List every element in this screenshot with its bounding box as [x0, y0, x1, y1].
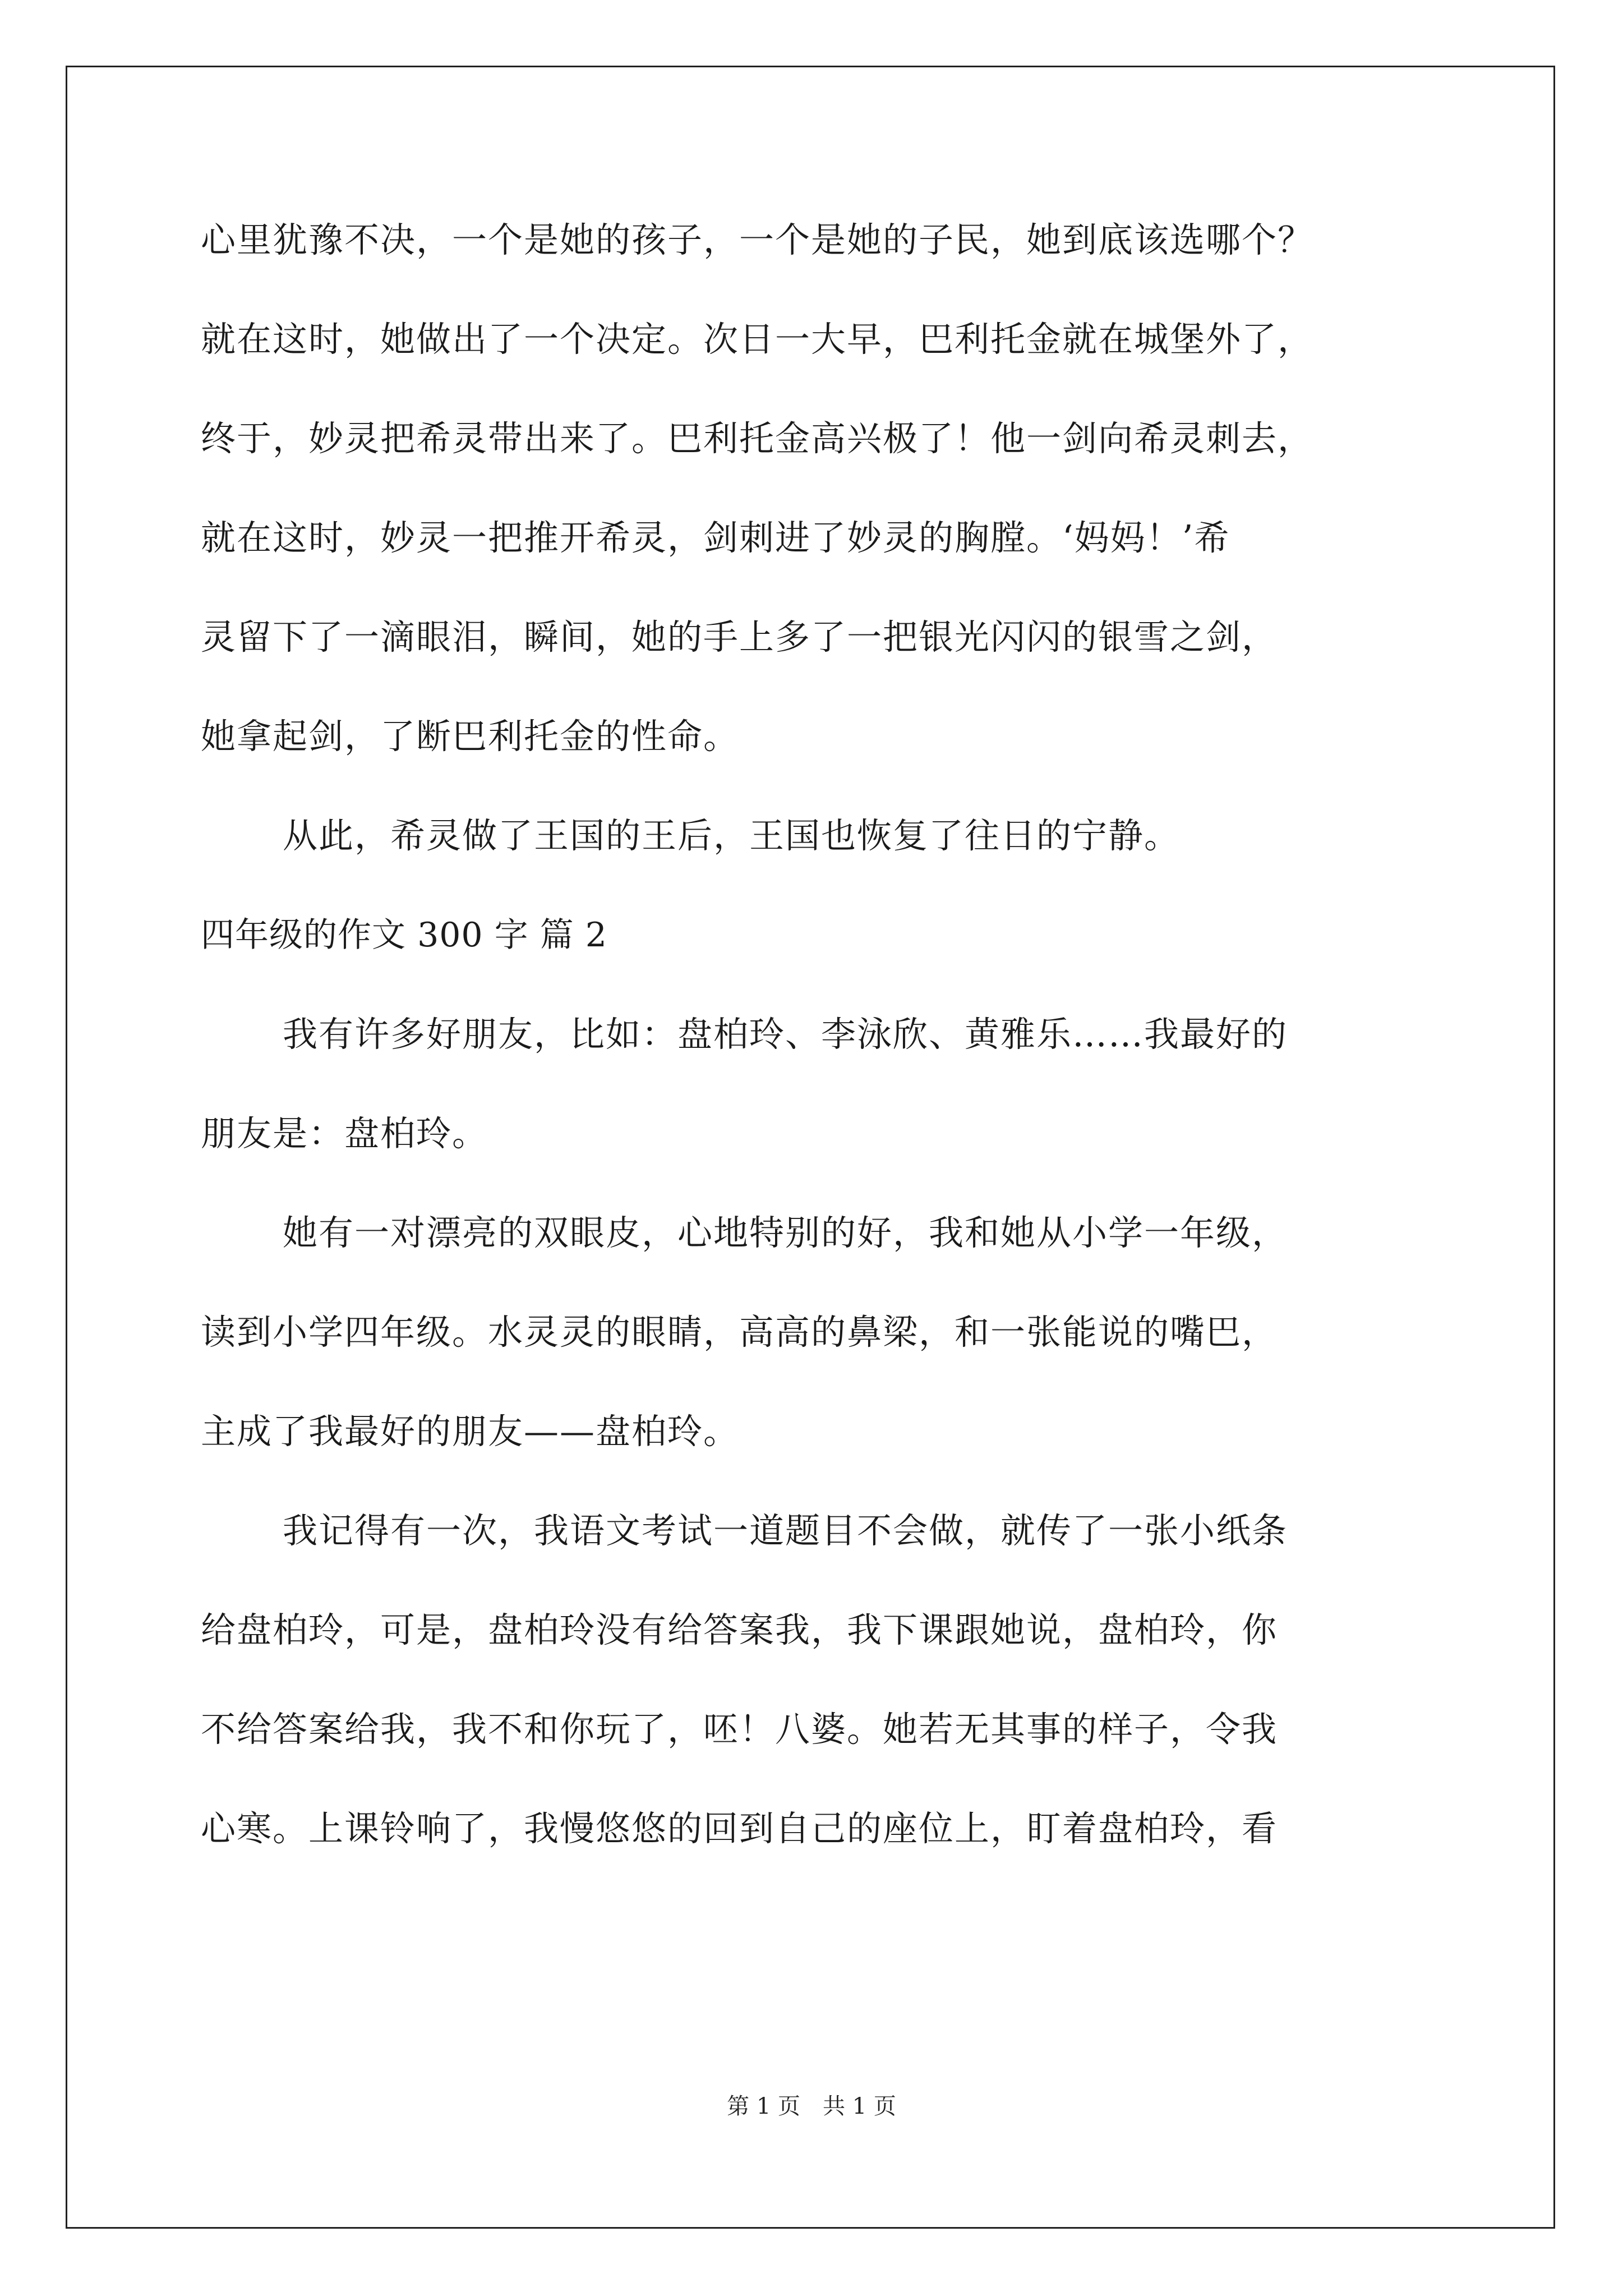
text-line: 读到小学四年级。水灵灵的眼睛，高高的鼻梁，和一张能说的嘴巴， [201, 1312, 1278, 1352]
text-line: 她有一对漂亮的双眼皮，心地特别的好，我和她从小学一年级， [283, 1212, 1288, 1253]
text-line: 就在这时，妙灵一把推开希灵，剑刺进了妙灵的胸膛。‘妈妈！’希 [201, 517, 1230, 558]
text-line: 从此，希灵做了王国的王后，王国也恢复了往日的宁静。 [283, 815, 1181, 856]
text-line: 我记得有一次，我语文考试一道题目不会做，就传了一张小纸条 [283, 1510, 1288, 1551]
text-line: 主成了我最好的朋友——盘柏玲。 [201, 1411, 740, 1452]
text-line: 我有许多好朋友，比如：盘柏玲、李泳欣、黄雅乐……我最好的 [283, 1014, 1288, 1055]
text-line: 不给答案给我，我不和你玩了，呸！八婆。她若无其事的样子，令我 [201, 1709, 1278, 1750]
text-line: 朋友是：盘柏玲。 [201, 1113, 488, 1154]
page-number: 第 1 页 [727, 2093, 800, 2119]
section-heading: 四年级的作文 300 字 篇 2 [201, 915, 607, 955]
page-footer [0, 2091, 1623, 2122]
text-line: 心寒。上课铃响了，我慢悠悠的回到自己的座位上，盯着盘柏玲，看 [201, 1808, 1278, 1849]
text-line: 给盘柏玲，可是，盘柏玲没有给答案我，我下课跟她说，盘柏玲，你 [201, 1609, 1278, 1650]
page-total: 共 1 页 [823, 2093, 896, 2119]
text-line: 就在这时，她做出了一个决定。次日一大早，巴利托金就在城堡外了， [201, 319, 1314, 360]
text-line: 终于，妙灵把希灵带出来了。巴利托金高兴极了！他一剑向希灵刺去， [201, 418, 1314, 459]
text-line: 灵留下了一滴眼泪，瞬间，她的手上多了一把银光闪闪的银雪之剑， [201, 616, 1278, 657]
text-line: 心里犹豫不决，一个是她的孩子，一个是她的子民，她到底该选哪个？ [201, 219, 1314, 260]
text-line: 她拿起剑，了断巴利托金的性命。 [201, 716, 740, 757]
